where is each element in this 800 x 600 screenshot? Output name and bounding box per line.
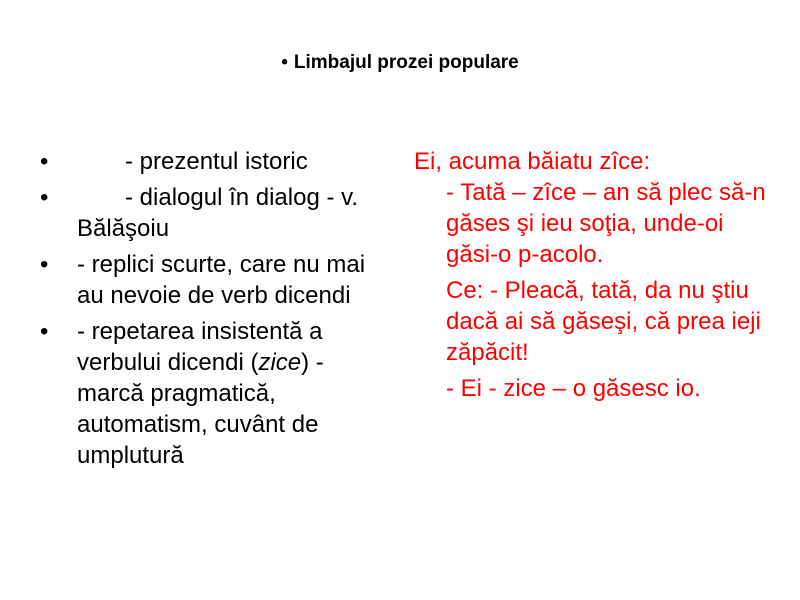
list-item (40, 249, 390, 311)
dialogue-line: - Ei - zice – o găsesc io. (446, 375, 701, 402)
list-item (40, 316, 390, 471)
list-item-text: - replici scurte, care nu mai au nevoie de verb dicendi (77, 251, 366, 309)
left-bullet-list (40, 146, 390, 476)
list-item-emphasis: zice (258, 349, 302, 376)
title-bullet: • (281, 52, 288, 73)
list-item (40, 182, 390, 244)
title-text: Limbajul prozei populare (293, 52, 519, 73)
slide-title (0, 52, 800, 74)
bullet-dot: • (40, 318, 49, 345)
list-item-text: - dialogul în dialog - v. Bălăşoiu (77, 184, 359, 242)
dialogue-line: Ce: - Pleacă, tată, da nu ştiu dacă ai să găseşi, că prea ieji zăpăcit! (446, 277, 761, 366)
bullet-dot: • (40, 251, 49, 278)
list-item-text-end: ) - marcă pragmatică, automatism, cuvânt de umplutură (77, 349, 324, 469)
dialogue-intro: Ei, acuma băiatu zîce: (414, 148, 651, 175)
dialogue-excerpt (414, 146, 774, 404)
dialogue-line: - Tată – zîce – an să plec să-n găses şi ieu soţia, unde-oi găsi-o p-acolo. (446, 179, 766, 268)
list-item (40, 146, 390, 177)
list-item-text: - prezentul istoric (125, 148, 308, 175)
bullet-dot: • (40, 184, 49, 211)
bullet-dot: • (40, 148, 49, 175)
list-item-text-start: - repetarea insistentă a verbului dicendi ( (77, 318, 323, 376)
